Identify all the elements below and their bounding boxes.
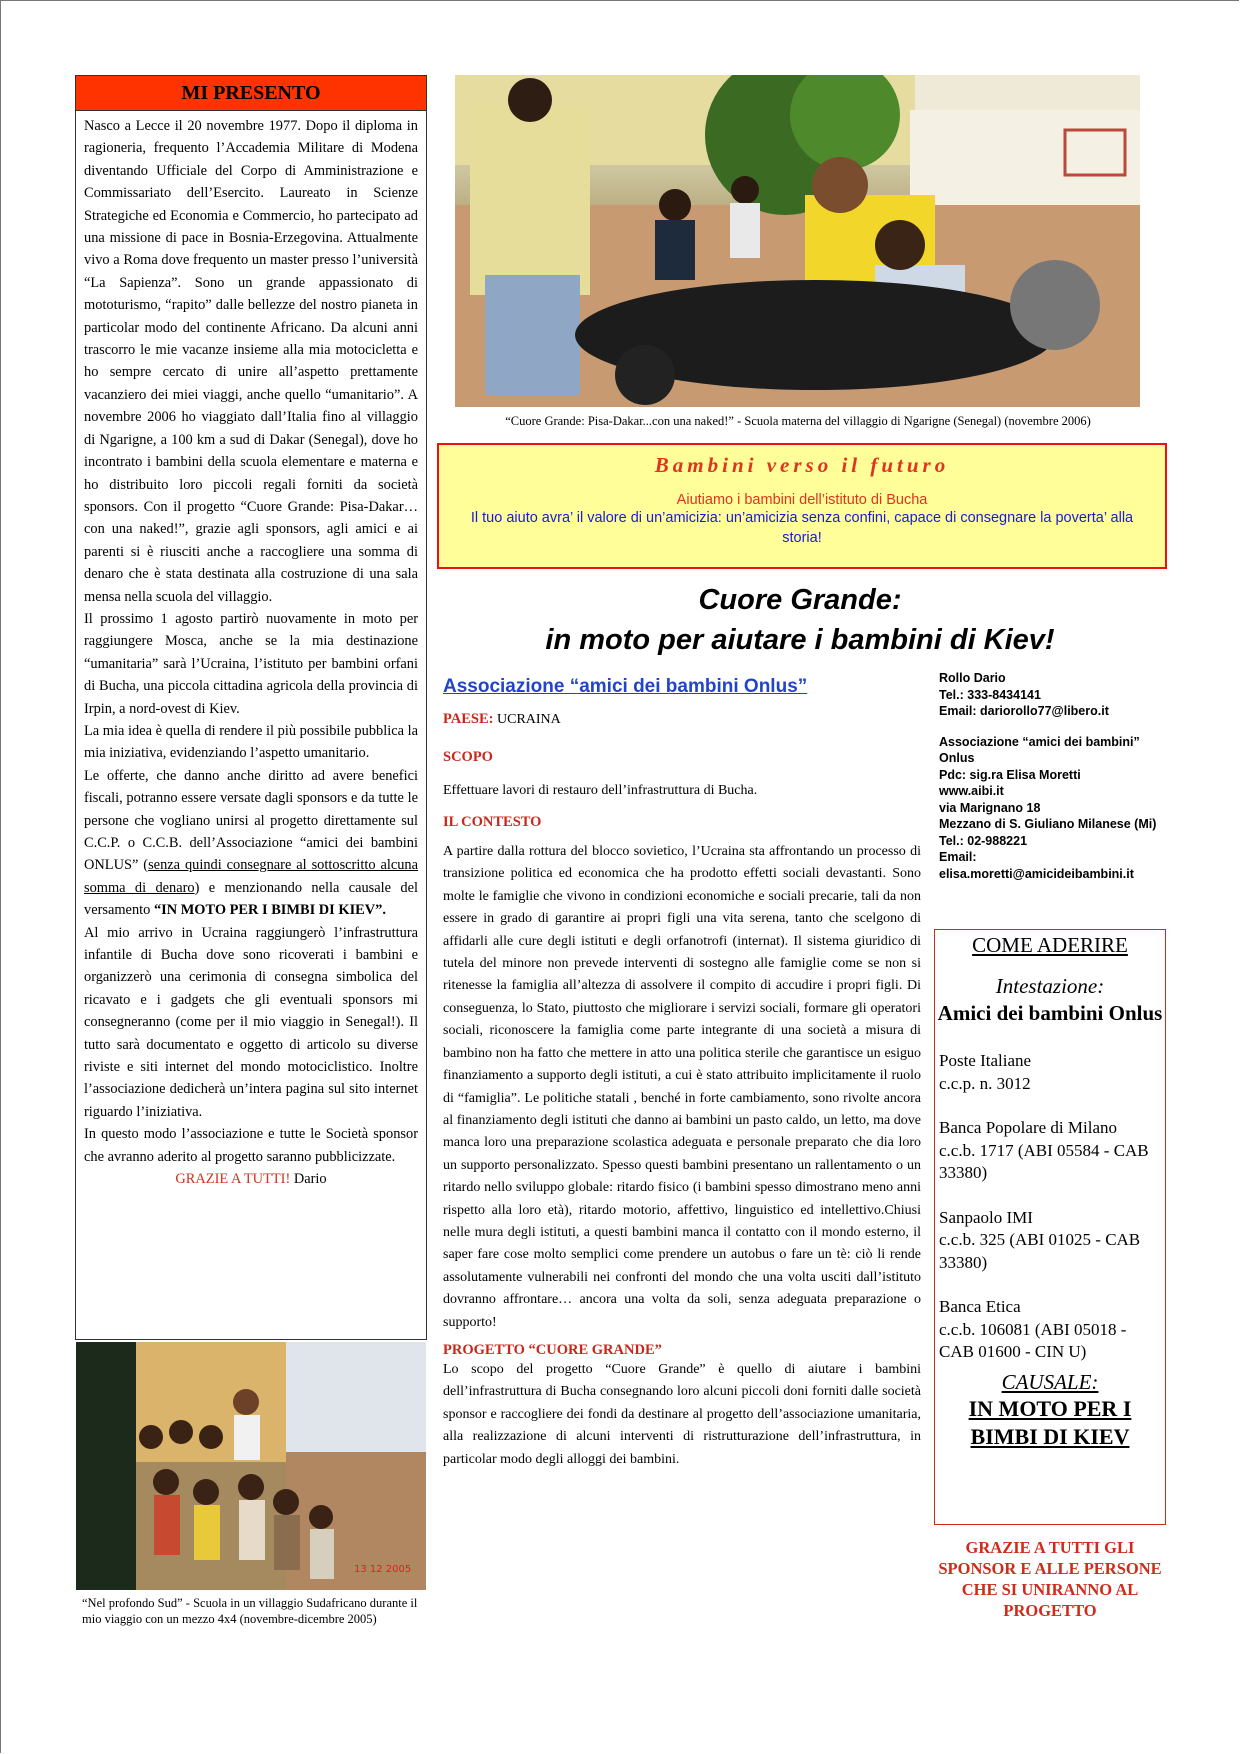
paese-line: PAESE: UCRAINA	[443, 711, 561, 728]
assoc-address-2: Mezzano di S. Giuliano Milanese (Mi)	[939, 817, 1157, 831]
idea-paragraph: La mia idea è quella di rendere il più possibile pubblica la mia iniziativa, evidenziando l’aspetto umanitario.	[84, 722, 418, 762]
progetto-text: Lo scopo del progetto “Cuore Grande” è quello di aiutare i bambini dell’infrastruttura di Bucha consegnando loro alcuni piccoli doni forniti dalle società sponsor e raccogliere dei fondi da destinare al progetto dell’associazione umanitaria, alla realizzazione di alcuni interventi di ristrutturazione dell’infrastruttura, in particolar modo degli alloggi dei bambini.	[443, 1361, 921, 1467]
assoc-email[interactable]: elisa.moretti@amicideibambini.it	[939, 866, 1134, 881]
senegal-photo-art	[455, 75, 1140, 407]
south-africa-photo-art	[76, 1342, 426, 1590]
scopo-heading: SCOPO	[443, 748, 493, 765]
bank-2-name: Banca Popolare di Milano	[939, 1118, 1117, 1137]
arrival-paragraph: Al mio arrivo in Ucraina raggiungerò l’infrastruttura infantile di Bucha dove sono ricoverati i bambini e organizzerò una cerimonia di consegna simbolica del ricavato e i gadgets che gli eventuali sponsors mi consegneranno (come per il mio viaggio in Senegal!). Il tutto sarà documentato e oggetto di articolo su diverse riviste e siti internet del mondo motociclistico. Inoltre l’associazione dedicherà un’intera pagina sul sito internet riguardo l’iniziativa.	[84, 924, 418, 1120]
progetto-heading: PROGETTO “CUORE GRANDE”	[443, 1341, 662, 1358]
scopo-text: Effettuare lavori di restauro dell’infrastruttura di Bucha.	[443, 783, 758, 799]
contact-name: Rollo Dario	[939, 671, 1006, 685]
contesto-text: A partire dalla rottura del blocco sovietico, l’Ucraina sta affrontando un processo di transizione politica ed economica che ha prodotto effetti sociali devastanti. Sono molte le famiglie che vivono in condizioni economiche e sociali precarie, tali da non essere in grado di garantire ai propri figli una vita serena, tanto che scelgono di affidarli alle cure degli istituti e degli orfanotrofi (internat). Il sistema giuridico di tutela del minore non prevede interventi di sostegno alle famiglie come se non si ritenesse la famiglia all’altezza di assolvere il compito di accudire i propri figli. Di conseguenza, lo Stato, piuttosto che migliorare i servizi sociali, formare gli operatori sociali, riconoscere la famiglia come parte integrante di una società a misura di bambino non ha fatto che mettere in atto una politica sterile che garantisce un esiguo finanziamento a supporto degli istituti, a cui è stato attribuito implicitamente il ruolo di “famiglia”. Le politiche statali , benché in forte cambiamento, sono rivolte ancora al finanziamento degli istituti che danno ai bambini un pasto caldo, un letto, ma dove manca loro una preparazione scolastica adeguata e personale preparato che dia loro un supporto personalizzato. Spesso questi bambini presentano un rallentamento o un ritardo nello sviluppo globale: ritardo fisico (i bambini spesso dimostrano meno anni rispetto alla loro età), ritardo motorio, affettivo, linguistico ed intellettivo.Chiusi nelle mura degli istituti, a questi bambini manca il contatto con il mondo esterno, il saper fare cose molto semplici come prendere un autobus o fare un tè: ciò li rende assolutamente vulnerabili nei confronti del mondo che una volta usciti dall’istituto dovranno affrontare… ancora una volta da soli, senza adeguata preparazione o supporto!	[443, 844, 921, 1330]
headline-line-1: Cuore Grande:	[698, 584, 902, 616]
bank-3-detail: c.c.b. 325 (ABI 01025 - CAB 33380)	[939, 1230, 1141, 1272]
contesto-heading: IL CONTESTO	[443, 813, 542, 830]
south-africa-photo-caption: “Nel profondo Sud” - Scuola in un villaggio Sudafricano durante il mio viaggio con un mezzo 4x4 (novembre-dicembre 2005)	[82, 1596, 418, 1626]
banner-line-2: Il tuo aiuto avra’ il valore di un’amicizia: un’amicizia senza confini, capace di consegnare la poverta’ alla storia!	[470, 510, 1134, 546]
assoc-address-1: via Marignano 18	[939, 800, 1041, 815]
causale-value: IN MOTO PER I BIMBI DI KIEV	[968, 1395, 1132, 1449]
contact-tel: Tel.: 333-8434141	[939, 687, 1041, 702]
association-link[interactable]: Associazione “amici dei bambini Onlus”	[443, 676, 808, 697]
final-thanks: GRAZIE A TUTTI GLI SPONSOR E ALLE PERSONE CHE SI UNIRANNO AL PROGETTO	[938, 1538, 1162, 1620]
come-aderire-box	[934, 929, 1166, 1525]
intestazione-label: Intestazione:	[995, 974, 1105, 998]
bank-3-name: Sanpaolo IMI	[939, 1207, 1033, 1227]
bio-paragraph: Nasco a Lecce il 20 novembre 1977. Dopo il diploma in ragioneria, frequento l’Accademia Militare di Modena diventando Ufficiale del Corpo di Amministrazione e Commissariato dell’Esercito. Laureato in Scienze Strategiche ed Economia e Commercio, ho partecipato ad una missione di pace in Bosnia-Erzegovina. Attualmente vivo a Roma dove frequento un master presso l’università “La Sapienza”. Sono un grande appassionato di mototurismo, “rapito” dalle bellezze del nostro pianeta in particolar modo del continente Africano. Da alcuni anni trascorro le mie vacanze insieme alla mia motocicletta e ho sempre cercato di unire all’aspetto prettamente vacanziero dei miei viaggi, anche quello “umanitario”. A novembre 2006 ho viaggiato dall’Italia fino al villaggio di Ngarigne, a 100 km a sud di Dakar (Senegal), dove ho incontrato i bambini della scuola elementare e materna e ho distribuito loro piccoli regali forniti da società sponsors. Con il progetto “Cuore Grande: Pisa-Dakar…con una naked!”, grazie agli sponsors, agli amici e ai parenti si è riusciti anche a raccogliere una somma di denaro che è stata destinata alla costruzione di una sala mensa nella scuola del villaggio.	[84, 118, 418, 605]
bambini-banner	[437, 443, 1167, 569]
bank-1-detail: c.c.p. n. 3012	[939, 1073, 1031, 1093]
causale-label: CAUSALE:	[1001, 1369, 1099, 1394]
banner-title: Bambini verso il futuro	[654, 453, 950, 477]
bank-list	[935, 1050, 1165, 1364]
mi-presento-text	[76, 111, 426, 1191]
bank-4-name: Banca Etica	[939, 1297, 1021, 1316]
article	[443, 676, 921, 1471]
contact-info	[939, 670, 1164, 882]
assoc-website[interactable]: www.aibi.it	[939, 784, 1004, 798]
senegal-photo	[455, 75, 1140, 407]
trip-paragraph: Il prossimo 1 agosto partirò nuovamente in moto per raggiungere Mosca, anche se la mia destinazione “umanitaria” sarà l’Ucraina, l’istituto per bambini orfani di Bucha, una piccola cittadina agricola della provincia di Irpin, a nord-ovest di Kiev.	[84, 610, 418, 717]
senegal-photo-caption: “Cuore Grande: Pisa-Dakar...con una naked!” - Scuola materna del villaggio di Ngarigne (Senegal) (novembre 2006)	[505, 414, 1091, 428]
assoc-email-label: Email:	[939, 850, 977, 864]
mi-presento-box	[75, 75, 427, 1340]
sponsor-paragraph: In questo modo l’associazione e tutte le Società sponsor che avranno aderito al progetto saranno pubblicizzate.	[84, 1126, 418, 1165]
assoc-tel: Tel.: 02-988221	[939, 833, 1028, 848]
come-aderire-title: COME ADERIRE	[972, 933, 1128, 957]
assoc-pdc: Pdc: sig.ra Elisa Moretti	[939, 767, 1081, 782]
bank-1-name: Poste Italiane	[939, 1051, 1032, 1070]
headline-line-2: in moto per aiutare i bambini di Kiev!	[545, 624, 1055, 656]
mi-presento-title: MI PRESENTO	[76, 76, 426, 111]
headline	[440, 580, 1160, 660]
assoc-name: Associazione “amici dei bambini” Onlus	[939, 734, 1140, 765]
banner-line-1: Aiutiamo i bambini dell’istituto di Bucha	[676, 492, 928, 508]
bank-4-detail: c.c.b. 106081 (ABI 05018 - CAB 01600 - CIN U)	[939, 1319, 1127, 1361]
contact-email[interactable]: Email: dariorollo77@libero.it	[939, 704, 1109, 718]
bank-2-detail: c.c.b. 1717 (ABI 05584 - CAB 33380)	[939, 1140, 1149, 1182]
intestazione-name: Amici dei bambini Onlus	[937, 1001, 1163, 1025]
signature-line: GRAZIE A TUTTI! Dario	[175, 1171, 327, 1188]
south-africa-photo	[76, 1342, 426, 1590]
offers-paragraph: Le offerte, che danno anche diritto ad avere benefici fiscali, potranno essere versate dagli sponsors e da tutte le persone che vogliano unirsi al progetto direttamente sul C.C.P. o C.C.B. dell’Associazione “amici dei bambini ONLUS” (senza quindi consegnare al sottoscritto alcuna somma di denaro) e menzionando nella causale del versamento “IN MOTO PER I BIMBI DI KIEV”.	[84, 767, 419, 919]
photo-date-stamp: 13 12 2005	[354, 1564, 412, 1575]
